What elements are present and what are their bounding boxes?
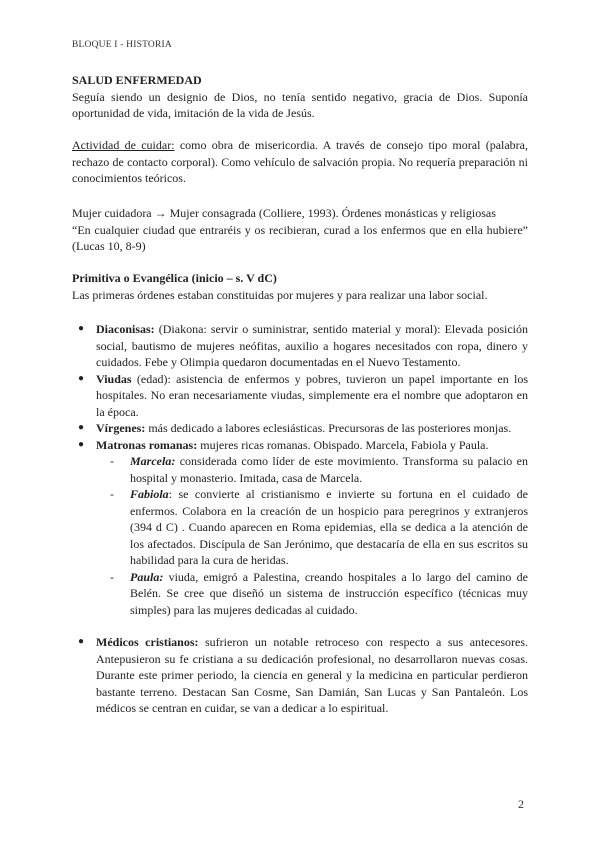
running-header: BLOQUE I - HISTORIA — [72, 40, 172, 50]
list-item-medicos — [72, 634, 528, 717]
bullet-icon: ● — [78, 438, 85, 450]
salud-body: Seguía siendo un designio de Dios, no tenía sentido negativo, gracia de Dios. Suponía oportunidad de vida, imitación de la vida de Jesús. — [72, 89, 528, 120]
fabiola-term: Fabiola — [130, 487, 169, 501]
salud-title: SALUD ENFERMEDAD — [72, 73, 202, 87]
bullet-icon: ● — [78, 323, 85, 334]
medicos-text: sufrieron un notable retroceso con respecto a sus antecesores. Antepusieron su fe cristiana a su dedicación profesional, no desarrollaron nuevas cosas. Durante este primer periodo, la ciencia en general y la medicina en particular perdieron bastante terreno. Destacan San Cosme, San Damián, San Lucas y San Pantaleón. Los médicos se centran en cuidar, se van a dedicar a lo espiritual. — [96, 635, 528, 715]
virgenes-text: más dedicado a labores eclesiásticas. Precursoras de las posteriores monjas. — [145, 421, 512, 435]
bullet-icon: ● — [78, 636, 85, 647]
diaconisas-text: (Diakona: servir o suministrar, sentido material y moral): Elevada posición social, bautismo de mujeres neófitas, auxilio a hogares necesitados con ropa, dinero y cuidados. Febe y Olimpia quedaron documentadas en el Nuevo Testamento. — [96, 322, 529, 369]
matronas-sublist — [72, 453, 528, 618]
actividad-section — [72, 137, 528, 187]
list-item-viudas — [72, 371, 528, 421]
list-item-virgenes — [72, 420, 528, 437]
lucas-quote: “En cualquier ciudad que entraréis y os recibieran, curad a los enfermos que en ella hubiere” (Lucas 10, 8-9) — [72, 222, 528, 253]
sublist-item-marcela — [108, 453, 528, 486]
paula-term: Paula: — [130, 569, 164, 584]
mujer-section — [72, 205, 528, 255]
marcela-text: considerada como líder de este movimiento. Transforma su palacio en hospital y monasterio. Imitada, casa de Marcela. — [130, 454, 528, 485]
marcela-term: Marcela: — [130, 454, 176, 468]
matronas-text: mujeres ricas romanas. Obispado. Marcela, Fabiola y Paula. — [197, 437, 489, 452]
sublist-item-fabiola — [108, 486, 528, 569]
sublist-item-paula — [108, 569, 528, 619]
diaconisas-term: Diaconisas: — [96, 322, 159, 336]
matronas-term: Matronas romanas: — [96, 437, 198, 452]
primitiva-section — [72, 270, 528, 303]
dash-icon: - — [110, 569, 114, 584]
primitiva-title: Primitiva o Evangélica (inicio – s. V dC) — [72, 271, 277, 285]
fabiola-text: : se convierte al cristianismo e invierte su fortuna en el cuidado de enfermos. Colabora en la creación de un hospicio para peregrinos y extranjeros (394 d C) . Cuando aparecen en Roma epidemias, ella se dedica a la atención de los afectados. Discípula de San Jerónimo, que destacaría de ella en sus escritos su habilidad para la cura de heridas. — [130, 487, 528, 567]
actividad-paragraph — [72, 137, 528, 187]
dash-icon: - — [110, 487, 114, 501]
actividad-body: como obra de misericordia. A través de consejo tipo moral (palabra, rechazo de contacto corporal). Como vehículo de salvación propia. No requería preparación ni conocimientos teóricos. — [72, 138, 528, 185]
paula-text: viuda, emigró a Palestina, creando hospitales a lo largo del camino de Belén. Se cree que diseñó un sistema de instrucción específico (técnicas muy simples) para las mujeres dedicadas al cuidado. — [130, 569, 528, 617]
list-item-diaconisas — [72, 321, 528, 371]
salud-section — [72, 72, 528, 122]
bullet-icon: ● — [78, 372, 85, 384]
primitiva-intro: Las primeras órdenes estaban constituidas por mujeres y para realizar una labor social. — [72, 287, 488, 302]
bullet-icon: ● — [78, 422, 85, 433]
mujer-line: Mujer cuidadora → Mujer consagrada (Colliere, 1993). Órdenes monásticas y religiosas — [72, 206, 496, 220]
list-item-matronas — [72, 437, 528, 454]
page-number: 2 — [518, 797, 524, 811]
virgenes-term: Vírgenes: — [96, 421, 146, 435]
ordenes-list — [72, 321, 528, 717]
actividad-label: Actividad de cuidar: — [72, 138, 175, 152]
viudas-text: (edad): asistencia de enfermos y pobres, tuvieron un papel importante en los hospitales. No eran necesariamente viudas, simplemente era el nombre que adoptaron en la época. — [96, 371, 528, 419]
dash-icon: - — [110, 454, 114, 468]
medicos-term: Médicos cristianos: — [96, 635, 199, 649]
viudas-term: Viudas — [96, 371, 132, 386]
